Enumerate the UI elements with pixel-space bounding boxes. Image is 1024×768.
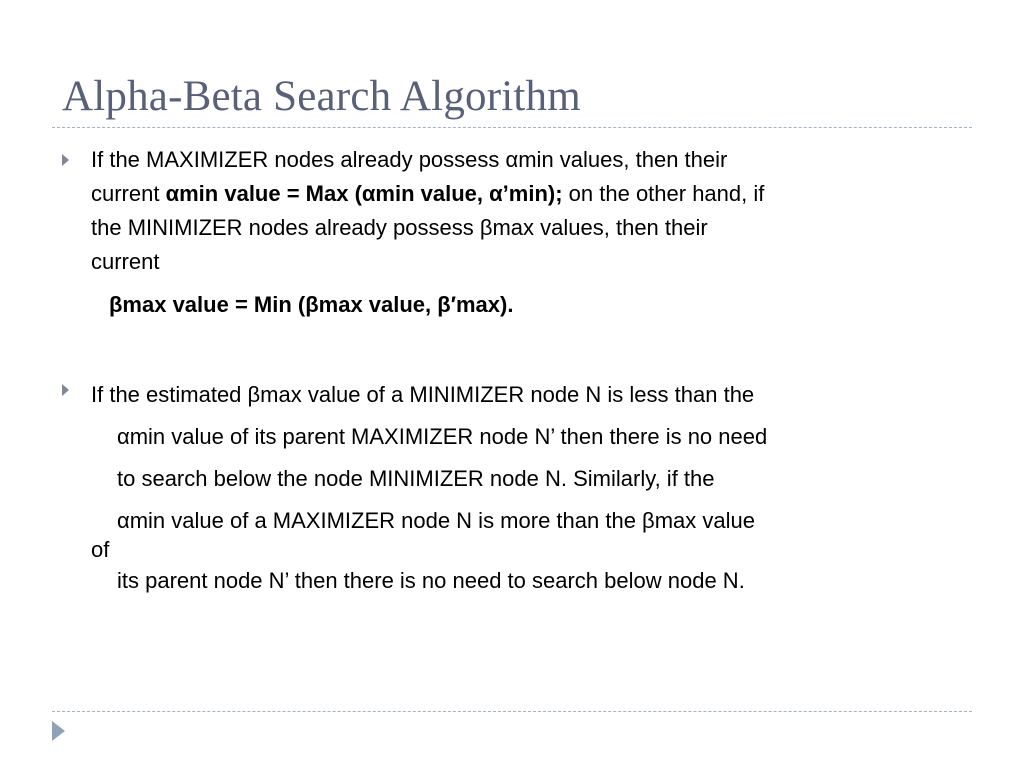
paragraph-1-line-4: current (91, 249, 160, 274)
alpha-min-equation: αmin value = Max (αmin value, α’min); (165, 181, 563, 206)
paragraph-1-line-3: the MINIMIZER nodes already possess βmax values, then their (91, 215, 708, 240)
next-slide-icon[interactable] (52, 721, 65, 741)
paragraph-1-line-1: If the MAXIMIZER nodes already possess αmin values, then their (91, 147, 728, 172)
paragraph-2-line-1: If the estimated βmax value of a MINIMIZER node N is less than the (91, 382, 755, 407)
paragraph-2-line-5: of (91, 537, 110, 562)
paragraph-2-line-2: αmin value of its parent MAXIMIZER node N’ then there is no need (117, 424, 768, 449)
slide-title: Alpha-Beta Search Algorithm (62, 73, 581, 120)
paragraph-1-line-2-suffix: on the other hand, if (562, 181, 765, 206)
triangle-bullet-icon (62, 154, 69, 166)
footer-divider (52, 711, 972, 712)
triangle-bullet-icon (62, 384, 69, 396)
paragraph-2-line-3: to search below the node MINIMIZER node N. Similarly, if the (117, 466, 715, 491)
paragraph-2-line-4: αmin value of a MAXIMIZER node N is more than the βmax value (117, 508, 755, 533)
paragraph-2-line-6: its parent node N’ then there is no need to search below node N. (117, 568, 745, 593)
paragraph-1-line-2 (91, 177, 764, 211)
paragraph-1-line-2-prefix: current (91, 181, 166, 206)
bullet-paragraph-2 (91, 374, 991, 602)
title-divider (52, 127, 972, 128)
beta-max-equation: βmax value = Min (βmax value, β′max). (109, 292, 514, 317)
bullet-paragraph-1 (91, 143, 764, 279)
